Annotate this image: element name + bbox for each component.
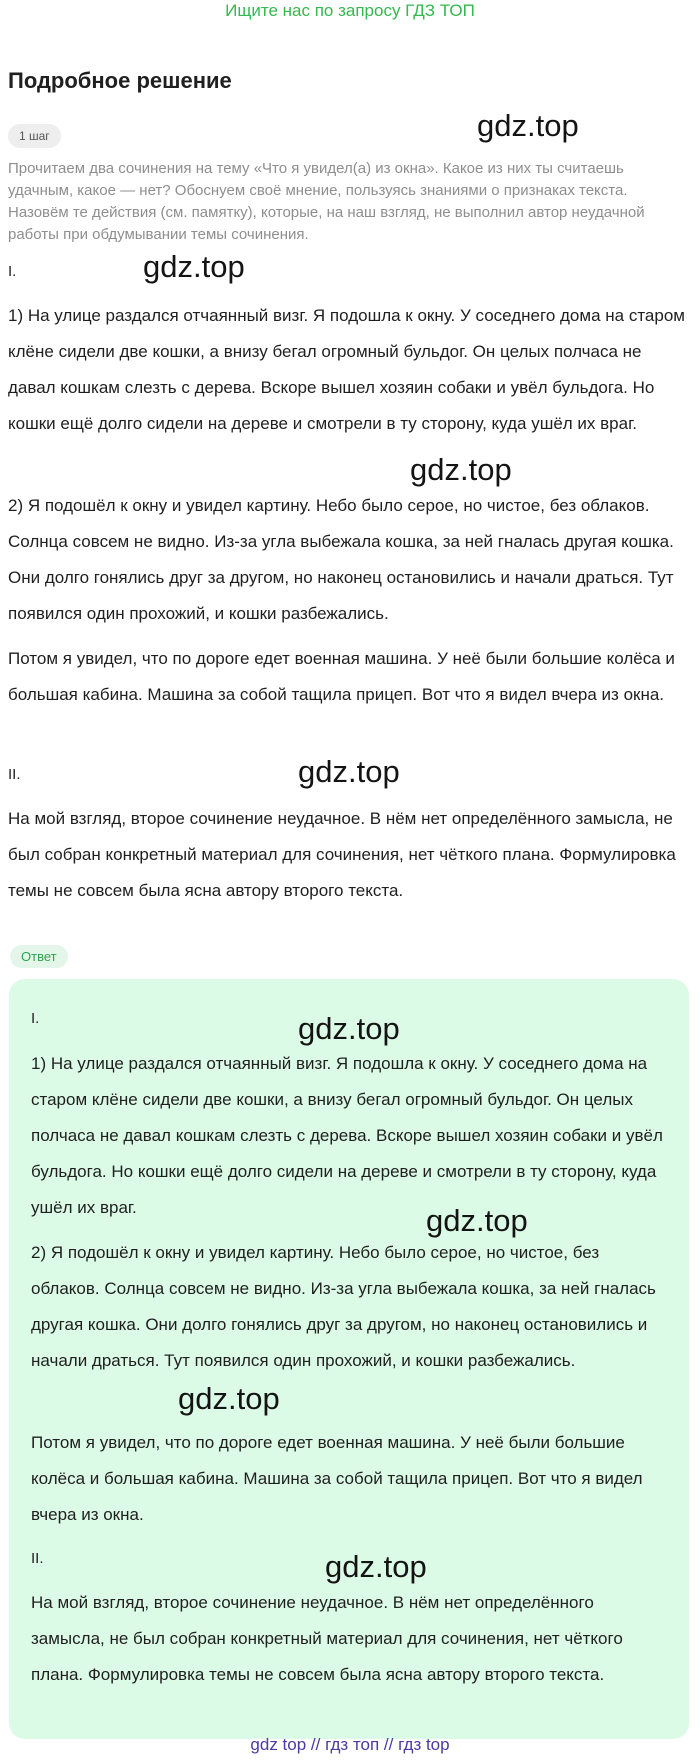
watermark: gdz.top bbox=[298, 1011, 400, 1046]
solution-essay-2: 2) Я подошёл к окну и увидел картину. Небо было серое, но чистое, без облаков. Солнца совсем не видно. Из-за угла выбежала кошка, за ней гналась другая кошка. Они долго гонялись друг за другом, но наконец остановились и начали драться. Тут появился один прохожий, и кошки разбежались. bbox=[8, 496, 674, 623]
search-hint-link[interactable]: Ищите нас по запросу ГДЗ ТОП bbox=[225, 1, 475, 20]
page-title: Подробное решение bbox=[8, 68, 232, 93]
watermark: gdz.top bbox=[178, 1381, 280, 1416]
watermark: gdz.top bbox=[143, 249, 245, 284]
solution-part-2-label: II. bbox=[8, 766, 21, 783]
footer-watermark: gdz top // гдз топ // гдз top bbox=[250, 1735, 450, 1754]
answer-conclusion: На мой взгляд, второе сочинение неудачное. В нём нет определённого замысла, не был собран конкретный материал для сочинения, нет чёткого плана. Формулировка темы не совсем была ясна автору второго текста. bbox=[31, 1593, 623, 1684]
answer-part-1-label: I. bbox=[31, 1010, 40, 1027]
task-text: Прочитаем два сочинения на тему «Что я увидел(а) из окна». Какое из них ты считаешь удачным, какое — нет? Обоснуем своё мнение, пользуясь знаниями о признаках текста. Назовём те действия (см. памятку), которые, на наш взгляд, не выполнил автор неудачной работы при обдумывании темы сочинения. bbox=[8, 160, 645, 243]
answer-part-2-label: II. bbox=[31, 1550, 44, 1567]
watermark: gdz.top bbox=[477, 108, 579, 143]
watermark: gdz.top bbox=[325, 1549, 427, 1584]
solution-essay-1: 1) На улице раздался отчаянный визг. Я подошла к окну. У соседнего дома на старом клёне сидели две кошки, а внизу бегал огромный бульдог. Он целых полчаса не давал кошкам слезть с дерева. Вскоре вышел хозяин собаки и увёл бульдога. Но кошки ещё долго сидели на дереве и смотрели в ту сторону, куда ушёл их враг. bbox=[8, 306, 685, 433]
watermark: gdz.top bbox=[426, 1203, 528, 1238]
watermark: gdz.top bbox=[410, 452, 512, 487]
answer-essay-2-continued: Потом я увидел, что по дороге едет военная машина. У неё были большие колёса и большая кабина. Машина за собой тащила прицеп. Вот что я видел вчера из окна. bbox=[31, 1433, 643, 1524]
answer-essay-1: 1) На улице раздался отчаянный визг. Я подошла к окну. У соседнего дома на старом клёне сидели две кошки, а внизу бегал огромный бульдог. Он целых полчаса не давал кошкам слезть с дерева. Вскоре вышел хозяин собаки и увёл бульдога. Но кошки ещё долго сидели на дереве и смотрели в ту сторону, куда ушёл их враг. bbox=[31, 1054, 663, 1217]
solution-part-1-label: I. bbox=[8, 263, 17, 280]
answer-badge: Ответ bbox=[10, 945, 68, 968]
answer-essay-2: 2) Я подошёл к окну и увидел картину. Небо было серое, но чистое, без облаков. Солнца совсем не видно. Из-за угла выбежала кошка, за ней гналась другая кошка. Они долго гонялись друг за другом, но наконец остановились и начали драться. Тут появился один прохожий, и кошки разбежались. bbox=[31, 1243, 656, 1370]
solution-conclusion: На мой взгляд, второе сочинение неудачное. В нём нет определённого замысла, не был собран конкретный материал для сочинения, нет чёткого плана. Формулировка темы не совсем была ясна автору второго текста. bbox=[8, 809, 676, 900]
watermark: gdz.top bbox=[298, 754, 400, 789]
solution-essay-2-continued: Потом я увидел, что по дороге едет военная машина. У неё были большие колёса и большая кабина. Машина за собой тащила прицеп. Вот что я видел вчера из окна. bbox=[8, 649, 675, 704]
step-badge: 1 шаг bbox=[8, 124, 61, 148]
